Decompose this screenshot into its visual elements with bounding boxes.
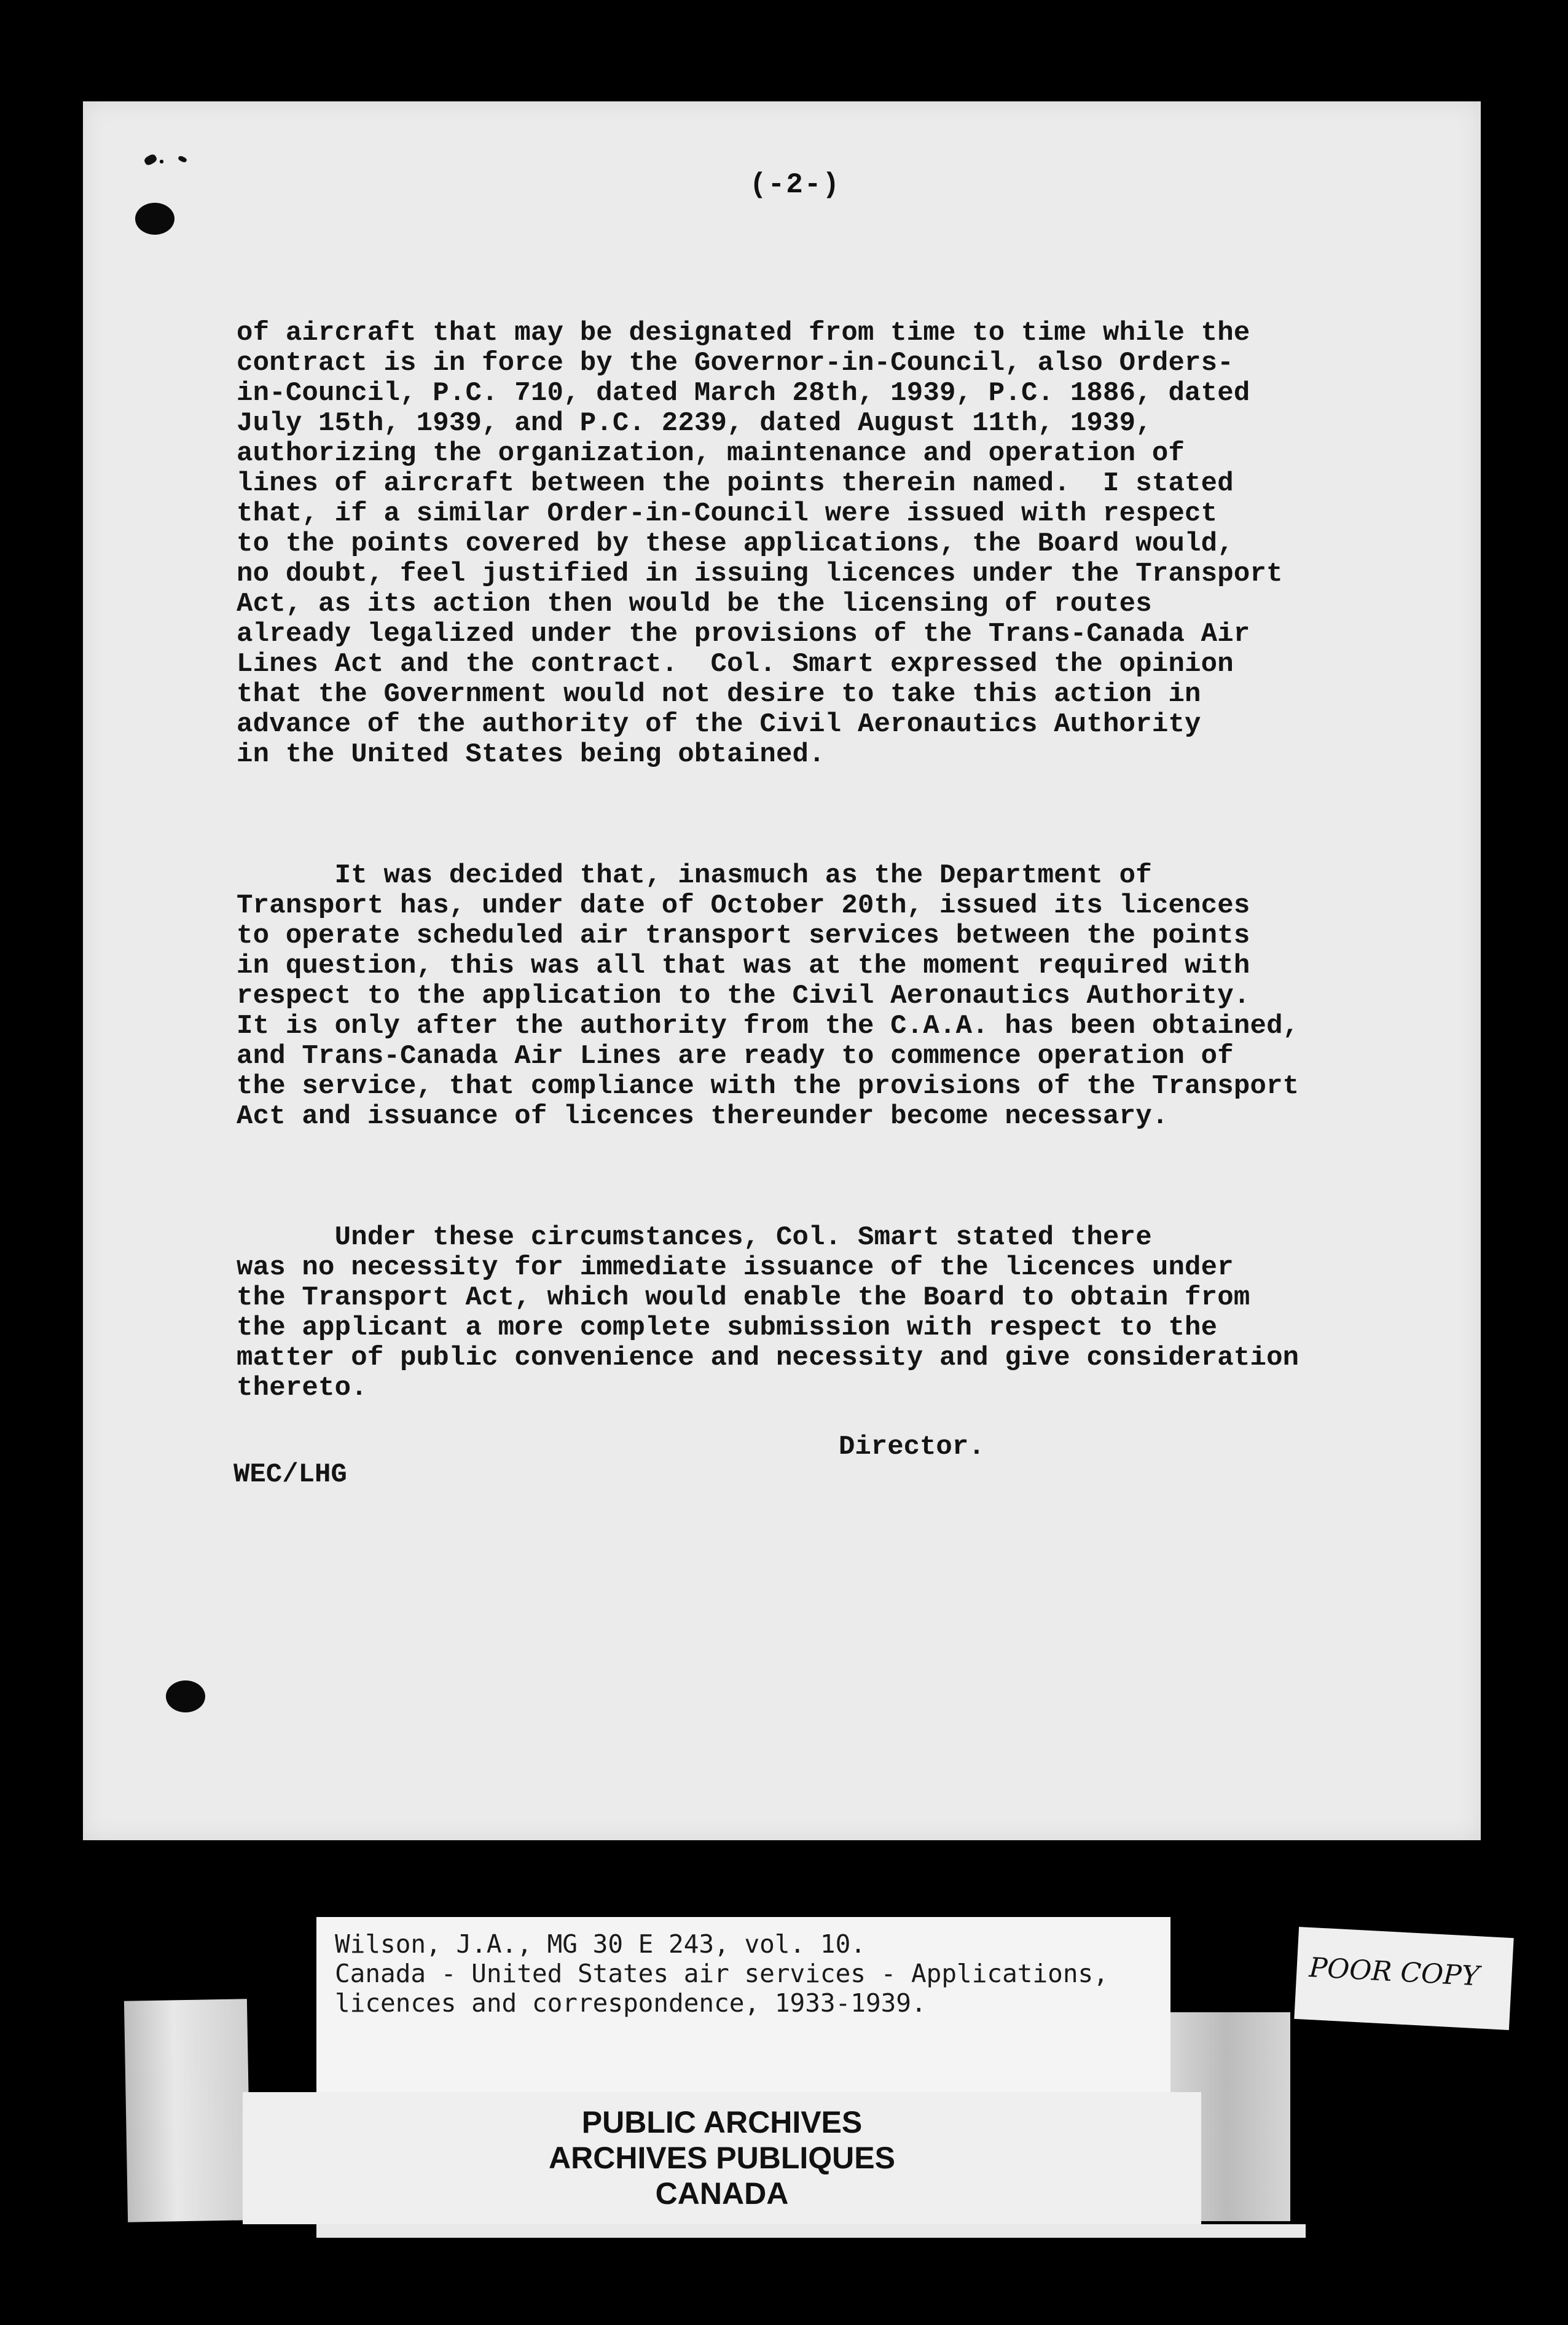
text-line: no doubt, feel justified in issuing licences under the Transport (237, 559, 1283, 589)
text-line: lines of aircraft between the points therein named. I stated (237, 468, 1234, 499)
text-line: to the points covered by these applications, the Board would, (237, 528, 1234, 559)
text-line: Lines Act and the contract. Col. Smart expressed the opinion (237, 649, 1234, 680)
text-line: It was decided that, inasmuch as the Department of (237, 860, 1152, 891)
text-line: to operate scheduled air transport services between the points (237, 920, 1250, 951)
label-bottom-edge (316, 2224, 1306, 2238)
paragraph-1 (237, 318, 1453, 770)
signature-title: Director. (839, 1432, 985, 1462)
text-line: contract is in force by the Governor-in-Council, also Orders- (237, 348, 1234, 378)
text-line: the service, that compliance with the provisions of the Transport (237, 1071, 1299, 1102)
index-line-1: Wilson, J.A., MG 30 E 243, vol. 10. (335, 1929, 866, 1959)
punch-hole-bottom (166, 1680, 205, 1712)
text-line: authorizing the organization, maintenance and operation of (237, 438, 1185, 469)
punch-hole-top (135, 203, 174, 235)
text-line: and Trans-Canada Air Lines are ready to commence operation of (237, 1041, 1234, 1072)
stray-mark (178, 155, 187, 163)
text-line: Act and issuance of licences thereunder become necessary. (237, 1101, 1169, 1132)
index-line-2: Canada - United States air services - Applications, (335, 1959, 1108, 1988)
text-line: advance of the authority of the Civil Aeronautics Authority (237, 709, 1201, 740)
typist-initials: WEC/LHG (233, 1459, 347, 1490)
text-line: matter of public convenience and necessity and give consideration (237, 1343, 1299, 1373)
stamp-line-2: ARCHIVES PUBLIQUES (549, 2141, 895, 2175)
text-line: the Transport Act, which would enable the Board to obtain from (237, 1282, 1250, 1313)
text-line: that, if a similar Order-in-Council were issued with respect (237, 498, 1218, 529)
text-line: already legalized under the provisions of the Trans-Canada Air (237, 619, 1250, 649)
stray-mark (143, 153, 158, 167)
text-line: in the United States being obtained. (237, 739, 825, 770)
text-line: It is only after the authority from the C.A.A. has been obtained, (237, 1011, 1299, 1041)
paragraph-2 (237, 861, 1453, 1132)
poor-copy-note (1294, 1927, 1513, 2030)
stamp-line-1: PUBLIC ARCHIVES (581, 2105, 863, 2139)
archive-index-card (316, 1917, 1170, 2101)
text-line: in question, this was all that was at the moment required with (237, 951, 1250, 981)
typed-page (83, 101, 1481, 1840)
text-line: in-Council, P.C. 710, dated March 28th, 1939, P.C. 1886, dated (237, 378, 1250, 409)
text-line: respect to the application to the Civil Aeronautics Authority. (237, 981, 1250, 1011)
text-line: thereto. (237, 1373, 367, 1403)
letter-body (237, 258, 1453, 1494)
stamp-line-3: CANADA (655, 2176, 789, 2211)
stray-mark (160, 160, 163, 163)
index-line-3: licences and correspondence, 1933-1939. (335, 1988, 927, 2018)
text-line: Act, as its action then would be the licensing of routes (237, 589, 1152, 619)
archive-stamp-strip (243, 2092, 1201, 2224)
paragraph-3 (237, 1223, 1453, 1403)
tape-left (124, 1999, 251, 2222)
poor-copy-text: POOR COPY (1308, 1951, 1480, 1993)
text-line: of aircraft that may be designated from time to time while the (237, 318, 1250, 348)
text-line: July 15th, 1939, and P.C. 2239, dated August 11th, 1939, (237, 408, 1152, 439)
text-line: that the Government would not desire to take this action in (237, 679, 1201, 710)
text-line: Transport has, under date of October 20th, issued its licences (237, 890, 1250, 921)
text-line: was no necessity for immediate issuance of the licences under (237, 1252, 1234, 1283)
text-line: the applicant a more complete submission with respect to the (237, 1312, 1218, 1343)
text-line: Under these circumstances, Col. Smart stated there (237, 1222, 1152, 1253)
page-number: (-2-) (750, 169, 841, 201)
